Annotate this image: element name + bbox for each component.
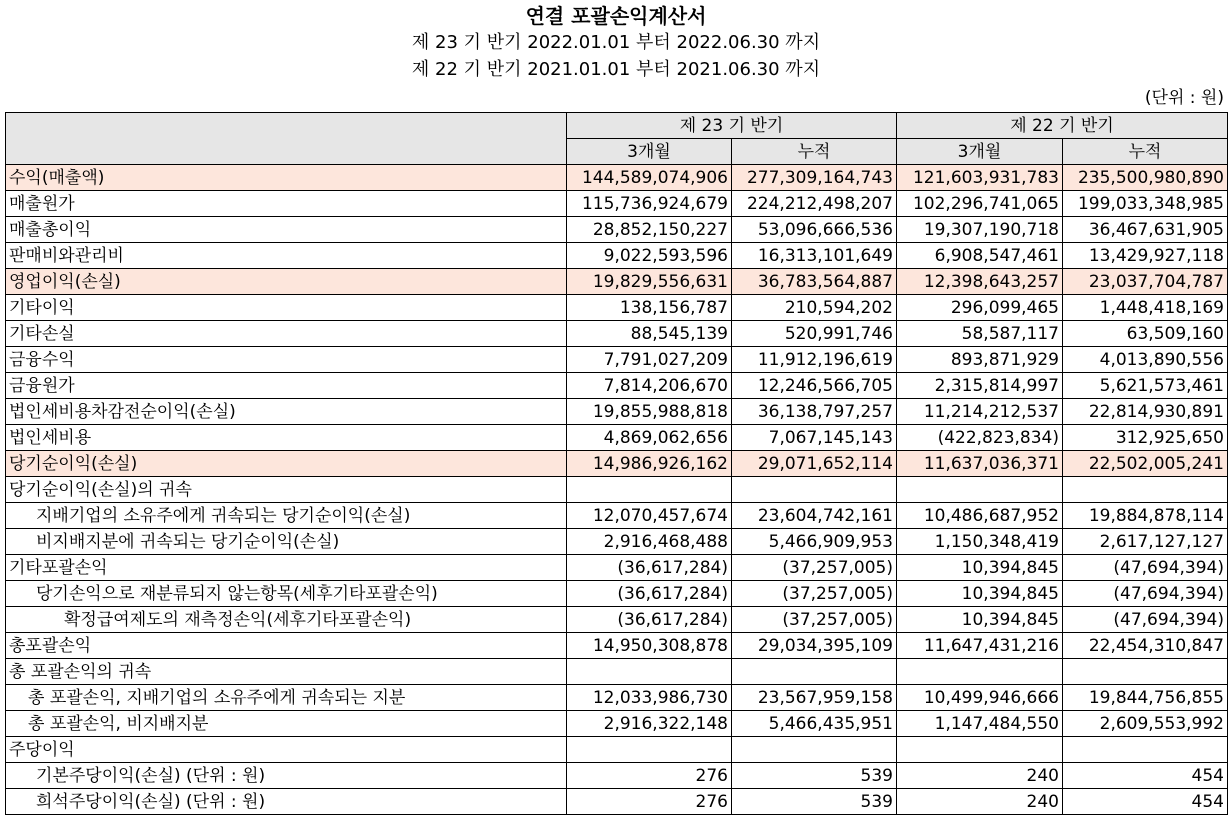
value-cell	[732, 477, 897, 503]
header-blank-cell	[6, 113, 567, 165]
value-cell: 296,099,465	[897, 295, 1063, 321]
table-row	[6, 711, 1228, 737]
value-cell: 2,315,814,997	[897, 373, 1063, 399]
value-cell	[732, 659, 897, 685]
value-cell: 12,070,457,674	[567, 503, 732, 529]
row-label: 금융수익	[6, 347, 567, 373]
row-label: 지배기업의 소유주에게 귀속되는 당기순이익(손실)	[6, 503, 567, 529]
table-row	[6, 581, 1228, 607]
value-cell: 19,884,878,114	[1063, 503, 1228, 529]
column-group-current: 제 23 기 반기	[567, 113, 897, 139]
period-prior: 제 22 기 반기 2021.01.01 부터 2021.06.30 까지	[411, 59, 821, 80]
value-cell: 29,071,652,114	[732, 451, 897, 477]
value-cell: 88,545,139	[567, 321, 732, 347]
value-cell: 22,502,005,241	[1063, 451, 1228, 477]
value-cell	[1063, 737, 1228, 763]
row-label: 총 포괄손익의 귀속	[6, 659, 567, 685]
value-cell: 36,138,797,257	[732, 399, 897, 425]
value-cell: 11,647,431,216	[897, 633, 1063, 659]
value-cell: 893,871,929	[897, 347, 1063, 373]
row-label: 당기순이익(손실)	[6, 451, 567, 477]
value-cell: 58,587,117	[897, 321, 1063, 347]
value-cell: 12,246,566,705	[732, 373, 897, 399]
value-cell: 36,467,631,905	[1063, 217, 1228, 243]
value-cell: 10,394,845	[897, 607, 1063, 633]
value-cell: 312,925,650	[1063, 425, 1228, 451]
value-cell: (47,694,394)	[1063, 581, 1228, 607]
value-cell: 102,296,741,065	[897, 191, 1063, 217]
value-cell: 19,307,190,718	[897, 217, 1063, 243]
table-row	[6, 763, 1228, 789]
row-label: 영업이익(손실)	[6, 269, 567, 295]
table-row	[6, 191, 1228, 217]
column-prior-cumulative: 누적	[1063, 139, 1228, 165]
row-label: 희석주당이익(손실) (단위 : 원)	[6, 789, 567, 815]
value-cell: (36,617,284)	[567, 607, 732, 633]
table-row	[6, 607, 1228, 633]
value-cell: 14,986,926,162	[567, 451, 732, 477]
value-cell: 10,486,687,952	[897, 503, 1063, 529]
value-cell: 23,037,704,787	[1063, 269, 1228, 295]
table-row	[6, 295, 1228, 321]
value-cell: 2,916,322,148	[567, 711, 732, 737]
value-cell: 63,509,160	[1063, 321, 1228, 347]
row-label: 확정급여제도의 재측정손익(세후기타포괄손익)	[6, 607, 567, 633]
value-cell: 12,033,986,730	[567, 685, 732, 711]
value-cell: 11,637,036,371	[897, 451, 1063, 477]
value-cell: (47,694,394)	[1063, 607, 1228, 633]
value-cell	[1063, 659, 1228, 685]
value-cell: 454	[1063, 789, 1228, 815]
table-row	[6, 347, 1228, 373]
value-cell: 138,156,787	[567, 295, 732, 321]
value-cell: 22,454,310,847	[1063, 633, 1228, 659]
value-cell: 199,033,348,985	[1063, 191, 1228, 217]
table-row	[6, 529, 1228, 555]
table-row	[6, 399, 1228, 425]
value-cell	[732, 737, 897, 763]
table-row	[6, 659, 1228, 685]
table-row	[6, 165, 1228, 191]
table-row	[6, 425, 1228, 451]
header-row-groups	[6, 113, 1228, 139]
period-current: 제 23 기 반기 2022.01.01 부터 2022.06.30 까지	[411, 32, 821, 53]
value-cell: (36,617,284)	[567, 581, 732, 607]
value-cell: 53,096,666,536	[732, 217, 897, 243]
value-cell: 539	[732, 789, 897, 815]
value-cell: 115,736,924,679	[567, 191, 732, 217]
row-label: 기타손실	[6, 321, 567, 347]
value-cell: 6,908,547,461	[897, 243, 1063, 269]
table-row	[6, 685, 1228, 711]
value-cell: 29,034,395,109	[732, 633, 897, 659]
value-cell: 4,869,062,656	[567, 425, 732, 451]
value-cell: 23,567,959,158	[732, 685, 897, 711]
value-cell: (47,694,394)	[1063, 555, 1228, 581]
value-cell: 14,950,308,878	[567, 633, 732, 659]
row-label: 주당이익	[6, 737, 567, 763]
table-row	[6, 633, 1228, 659]
row-label: 기본주당이익(손실) (단위 : 원)	[6, 763, 567, 789]
value-cell: 5,466,909,953	[732, 529, 897, 555]
value-cell: (37,257,005)	[732, 607, 897, 633]
value-cell	[567, 477, 732, 503]
row-label: 총 포괄손익, 지배기업의 소유주에게 귀속되는 지분	[6, 685, 567, 711]
column-current-3month: 3개월	[567, 139, 732, 165]
value-cell	[567, 659, 732, 685]
value-cell: 22,814,930,891	[1063, 399, 1228, 425]
row-label: 총포괄손익	[6, 633, 567, 659]
value-cell: 1,147,484,550	[897, 711, 1063, 737]
statement-title: 연결 포괄손익계산서	[525, 4, 707, 28]
row-label: 비지배지분에 귀속되는 당기순이익(손실)	[6, 529, 567, 555]
value-cell: 539	[732, 763, 897, 789]
value-cell: 23,604,742,161	[732, 503, 897, 529]
unit-label: (단위 : 원)	[1144, 88, 1224, 108]
row-label: 매출총이익	[6, 217, 567, 243]
value-cell: 19,844,756,855	[1063, 685, 1228, 711]
column-current-cumulative: 누적	[732, 139, 897, 165]
row-label: 판매비와관리비	[6, 243, 567, 269]
value-cell: 235,500,980,890	[1063, 165, 1228, 191]
value-cell: 10,394,845	[897, 581, 1063, 607]
value-cell: (37,257,005)	[732, 555, 897, 581]
value-cell: 36,783,564,887	[732, 269, 897, 295]
value-cell: 9,022,593,596	[567, 243, 732, 269]
table-row	[6, 321, 1228, 347]
value-cell: 4,013,890,556	[1063, 347, 1228, 373]
value-cell	[1063, 477, 1228, 503]
row-label: 매출원가	[6, 191, 567, 217]
row-label: 수익(매출액)	[6, 165, 567, 191]
value-cell	[897, 659, 1063, 685]
value-cell: 7,067,145,143	[732, 425, 897, 451]
table-row	[6, 477, 1228, 503]
value-cell: 2,916,468,488	[567, 529, 732, 555]
value-cell: 454	[1063, 763, 1228, 789]
table-row	[6, 373, 1228, 399]
value-cell: 520,991,746	[732, 321, 897, 347]
value-cell: 5,466,435,951	[732, 711, 897, 737]
value-cell: 240	[897, 763, 1063, 789]
value-cell: 10,499,946,666	[897, 685, 1063, 711]
value-cell: 1,448,418,169	[1063, 295, 1228, 321]
value-cell: 276	[567, 763, 732, 789]
column-group-prior: 제 22 기 반기	[897, 113, 1228, 139]
value-cell: 11,912,196,619	[732, 347, 897, 373]
value-cell: 28,852,150,227	[567, 217, 732, 243]
value-cell: (36,617,284)	[567, 555, 732, 581]
value-cell: 19,855,988,818	[567, 399, 732, 425]
value-cell: 11,214,212,537	[897, 399, 1063, 425]
value-cell	[897, 737, 1063, 763]
row-label: 당기손익으로 재분류되지 않는항목(세후기타포괄손익)	[6, 581, 567, 607]
value-cell: 2,609,553,992	[1063, 711, 1228, 737]
value-cell: (37,257,005)	[732, 581, 897, 607]
table-row	[6, 737, 1228, 763]
value-cell: 210,594,202	[732, 295, 897, 321]
row-label: 총 포괄손익, 비지배지분	[6, 711, 567, 737]
table-row	[6, 789, 1228, 815]
value-cell	[897, 477, 1063, 503]
value-cell: 1,150,348,419	[897, 529, 1063, 555]
value-cell: 276	[567, 789, 732, 815]
table-row	[6, 451, 1228, 477]
table-row	[6, 555, 1228, 581]
value-cell: 2,617,127,127	[1063, 529, 1228, 555]
table-row	[6, 269, 1228, 295]
value-cell: 277,309,164,743	[732, 165, 897, 191]
row-label: 기타포괄손익	[6, 555, 567, 581]
column-prior-3month: 3개월	[897, 139, 1063, 165]
row-label: 법인세비용차감전순이익(손실)	[6, 399, 567, 425]
value-cell	[567, 737, 732, 763]
value-cell: 7,791,027,209	[567, 347, 732, 373]
value-cell: 121,603,931,783	[897, 165, 1063, 191]
table-row	[6, 503, 1228, 529]
row-label: 금융원가	[6, 373, 567, 399]
table-row	[6, 217, 1228, 243]
value-cell: 144,589,074,906	[567, 165, 732, 191]
row-label: 법인세비용	[6, 425, 567, 451]
value-cell: 16,313,101,649	[732, 243, 897, 269]
value-cell: 240	[897, 789, 1063, 815]
value-cell: 7,814,206,670	[567, 373, 732, 399]
value-cell: 19,829,556,631	[567, 269, 732, 295]
value-cell: (422,823,834)	[897, 425, 1063, 451]
income-statement-table	[5, 112, 1228, 815]
table-row	[6, 243, 1228, 269]
value-cell: 10,394,845	[897, 555, 1063, 581]
row-label: 당기순이익(손실)의 귀속	[6, 477, 567, 503]
value-cell: 13,429,927,118	[1063, 243, 1228, 269]
row-label: 기타이익	[6, 295, 567, 321]
value-cell: 12,398,643,257	[897, 269, 1063, 295]
value-cell: 5,621,573,461	[1063, 373, 1228, 399]
value-cell: 224,212,498,207	[732, 191, 897, 217]
